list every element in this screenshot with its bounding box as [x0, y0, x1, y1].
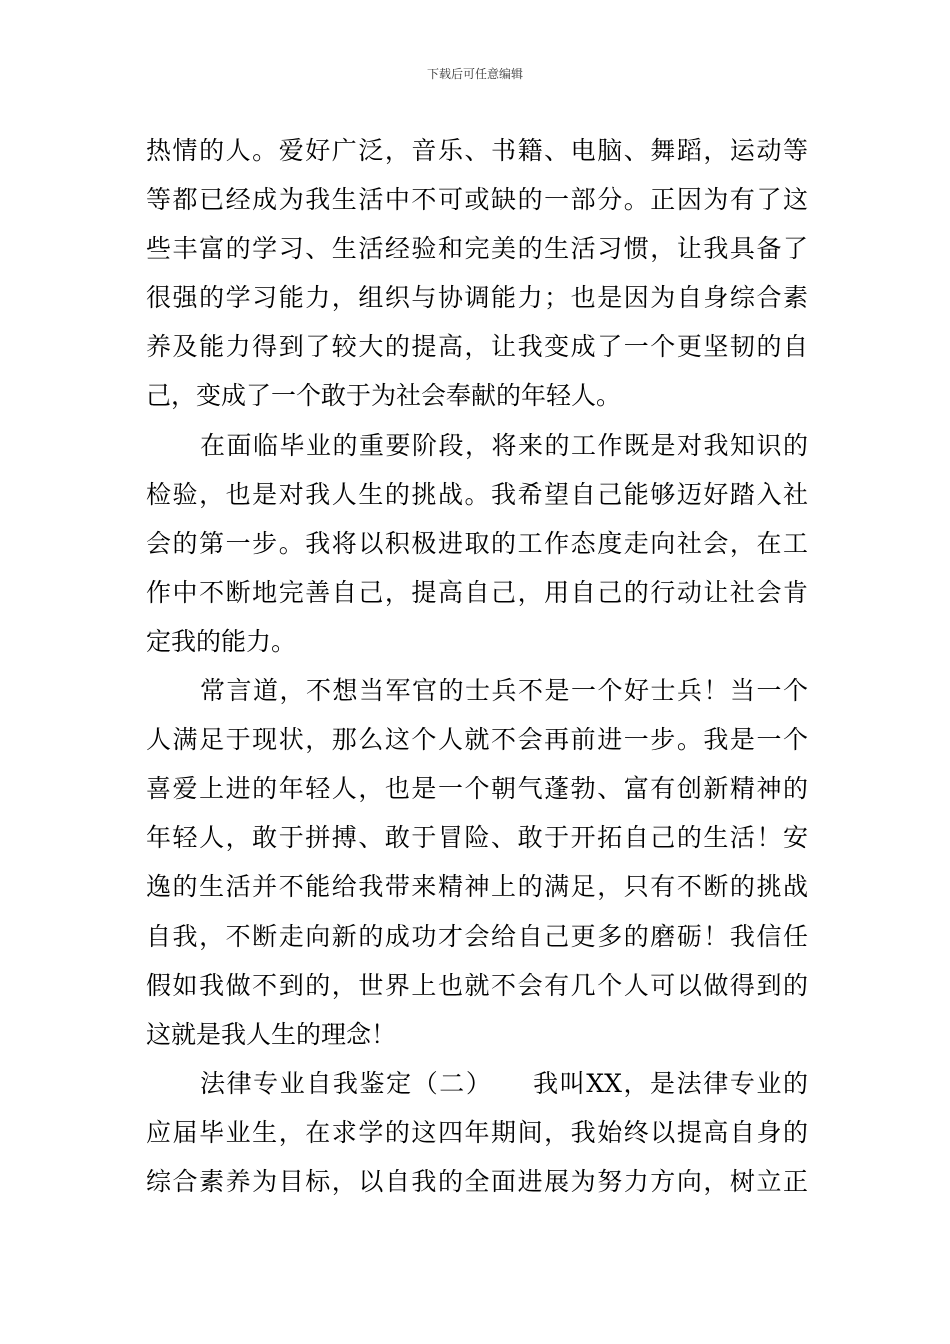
text-line: 定我的能力。	[146, 626, 297, 656]
text-line: 会的第一步。我将以积极进取的工作态度走向社会，在工	[146, 528, 808, 558]
text-line: 这就是我人生的理念！	[146, 1019, 397, 1049]
text-line: 养及能力得到了较大的提高，让我变成了一个更坚韧的自	[146, 332, 808, 362]
text-line: 检验，也是对我人生的挑战。我希望自己能够迈好踏入社	[146, 479, 808, 509]
paragraph	[146, 666, 808, 1059]
text-line: 常言道，不想当军官的士兵不是一个好士兵！当一个	[200, 676, 808, 706]
text-line: 自我，不断走向新的成功才会给自己更多的磨砺！我信任	[146, 921, 808, 951]
text-line: 假如我做不到的，世界上也就不会有几个人可以做得到的	[146, 970, 808, 1000]
document-body	[146, 126, 808, 1206]
text-line: 很强的学习能力，组织与协调能力；也是因为自身综合素	[146, 283, 808, 313]
text-line: 些丰富的学习、生活经验和完美的生活习惯，让我具备了	[146, 234, 808, 264]
paragraph	[146, 421, 808, 666]
text-line: 在面临毕业的重要阶段，将来的工作既是对我知识的	[200, 430, 808, 460]
text-line: 热情的人。爱好广泛，音乐、书籍、电脑、舞蹈，运动等	[146, 136, 808, 165]
text-line: 作中不断地完善自己，提高自己，用自己的行动让社会肯	[146, 577, 808, 607]
text-line: 法律专业自我鉴定（二） 我叫XX，是法律专业的	[200, 1068, 808, 1098]
page-header: 下载后可任意编辑	[426, 67, 523, 81]
text-line: 逸的生活并不能给我带来精神上的满足，只有不断的挑战	[146, 872, 808, 902]
text-line: 己，变成了一个敢于为社会奉献的年轻人。	[146, 381, 622, 411]
text-line: 等都已经成为我生活中不可或缺的一部分。正因为有了这	[146, 185, 808, 215]
text-line: 年轻人，敢于拼搏、敢于冒险、敢于开拓自己的生活！安	[146, 823, 808, 853]
text-line: 喜爱上进的年轻人，也是一个朝气蓬勃、富有创新精神的	[146, 774, 808, 804]
paragraph	[146, 126, 808, 421]
text-line: 应届毕业生，在求学的这四年期间，我始终以提高自身的	[146, 1117, 808, 1147]
paragraph	[146, 1059, 808, 1206]
text-line: 人满足于现状，那么这个人就不会再前进一步。我是一个	[146, 725, 808, 755]
text-line: 综合素养为目标，以自我的全面进展为努力方向，树立正	[146, 1166, 808, 1196]
